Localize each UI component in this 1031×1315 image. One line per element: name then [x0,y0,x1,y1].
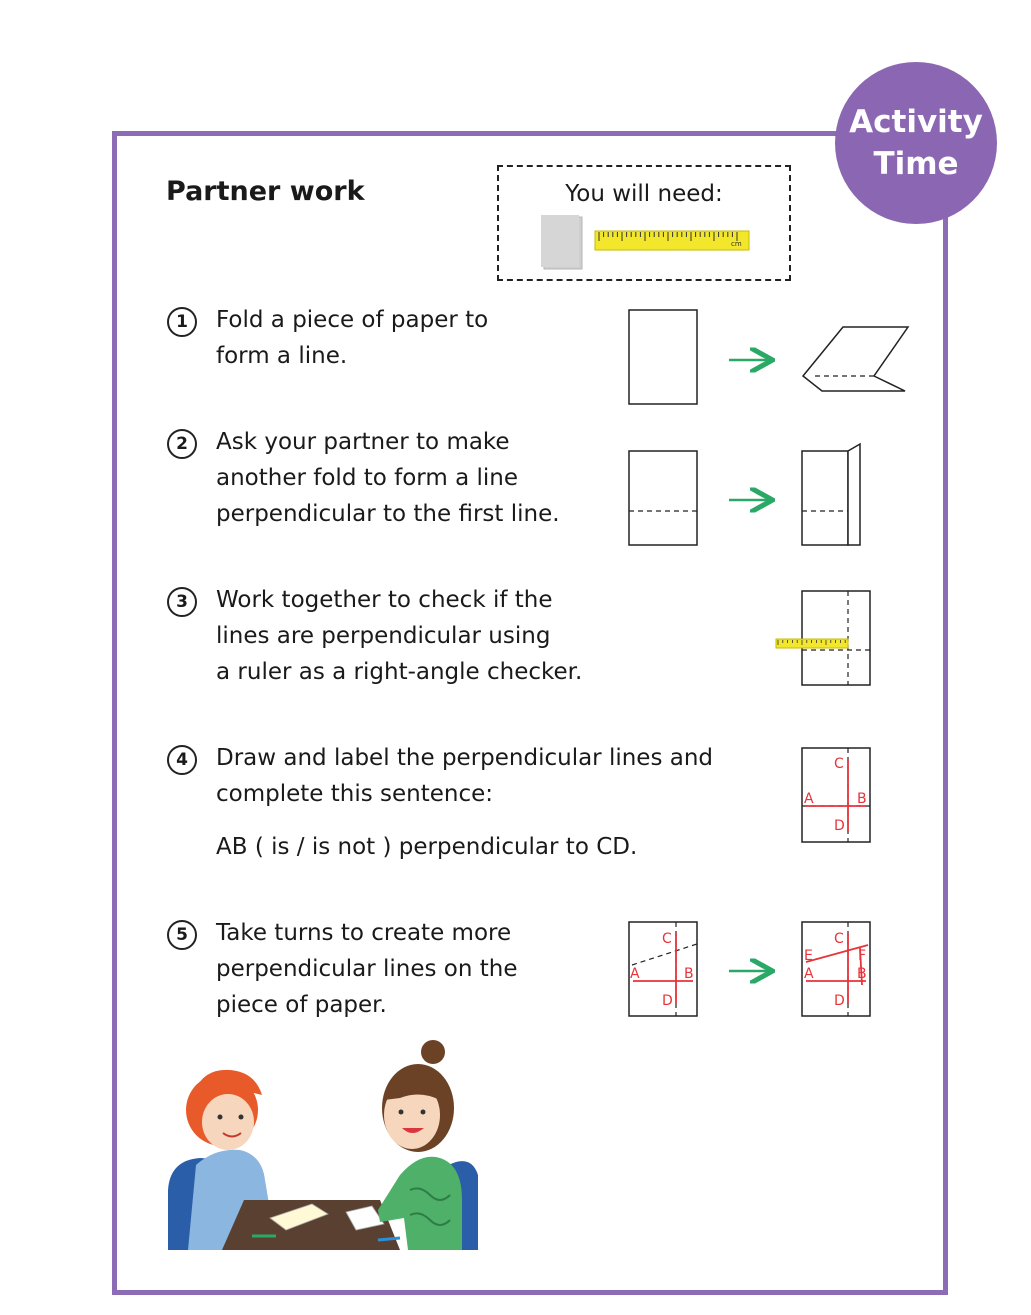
children-illustration [168,1040,478,1250]
step-3-figure [776,591,870,685]
label-e: E [804,948,813,964]
ruler-unit-label: cm [731,240,742,248]
step-1-number: 1 [167,307,197,337]
step-4-text: Draw and label the perpendicular lines and complete this sentence: [216,745,714,807]
page-title: Partner work [166,176,365,207]
label-d: D [662,993,673,1009]
step-2-figure [629,444,860,545]
label-a: A [630,966,640,982]
paper-sheet [802,591,870,685]
step-5-text: Take turns to create more perpendicular lines on the piece of paper. [216,920,518,1018]
badge-line-2: Time [873,146,959,182]
ruler-icon [776,639,848,648]
folded-paper [802,451,848,545]
step-4-figure [802,748,870,842]
step-2-text: Ask your partner to make another fold to form a line perpendicular to the first line. [216,429,560,527]
step-2-number: 2 [167,429,197,459]
label-d: D [834,993,845,1009]
step-3-number: 3 [167,587,197,617]
label-f: F [858,948,867,964]
paper-sheet [629,310,697,404]
step-5-figure [629,922,870,1016]
badge-line-1: Activity [849,104,983,140]
step-5-number: 5 [167,920,197,950]
label-c: C [834,756,844,772]
label-b: B [857,791,867,807]
label-b: B [857,966,867,982]
label-d: D [834,818,845,834]
label-c: C [662,931,672,947]
label-c: C [834,931,844,947]
label-a: A [804,791,814,807]
step-1-text: Fold a piece of paper to form a line. [216,307,489,369]
step-1-figure [629,310,908,404]
step-4-sentence: AB ( is / is not ) perpendicular to CD. [216,834,638,860]
paper-sheet [629,451,697,545]
step-3-text: Work together to check if the lines are perpendicular using a ruler as a right-angle checker. [216,587,583,685]
child-right-bun [421,1040,445,1064]
child-left-face [202,1094,254,1150]
you-will-need-label: You will need: [565,181,723,207]
folded-paper [803,327,908,391]
label-b: B [684,966,694,982]
label-a: A [804,966,814,982]
step-4-number: 4 [167,745,197,775]
